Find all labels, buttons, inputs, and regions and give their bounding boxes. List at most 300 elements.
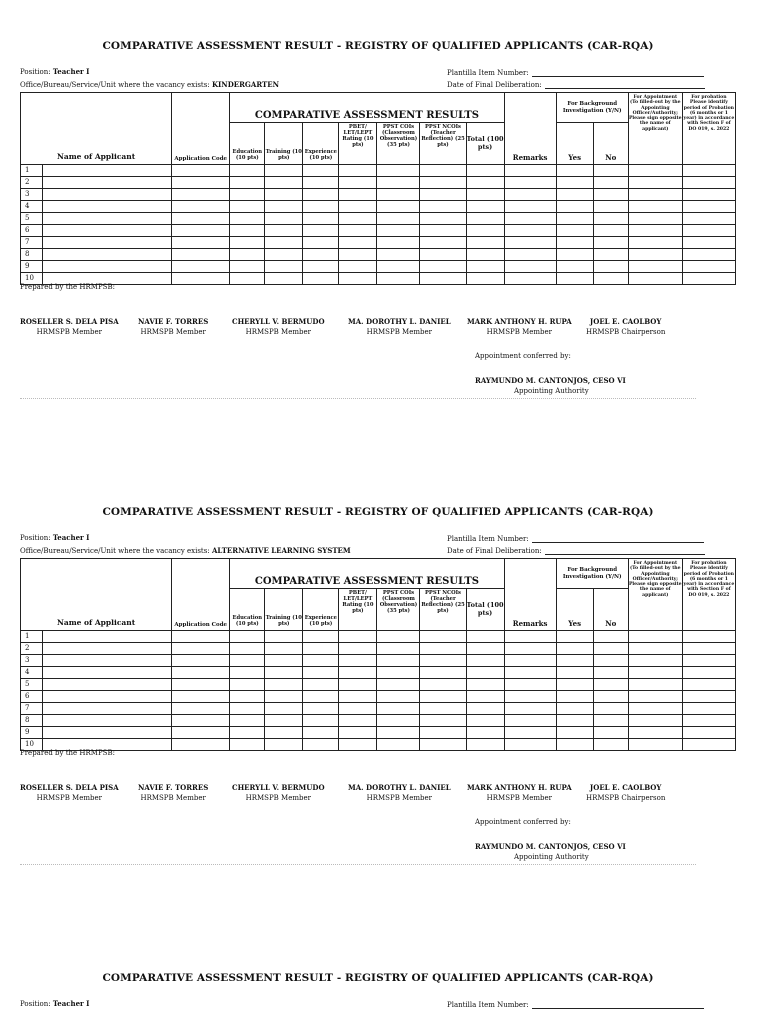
table-cell[interactable] xyxy=(504,249,556,261)
table-cell[interactable] xyxy=(339,691,377,703)
table-cell[interactable] xyxy=(172,225,230,237)
table-cell[interactable] xyxy=(303,237,339,249)
table-cell[interactable] xyxy=(420,739,466,751)
table-cell[interactable] xyxy=(265,261,303,273)
table-cell[interactable] xyxy=(377,727,420,739)
table-cell[interactable] xyxy=(265,715,303,727)
table-cell[interactable] xyxy=(504,727,556,739)
table-cell[interactable] xyxy=(339,177,377,189)
table-cell[interactable] xyxy=(682,225,735,237)
table-cell[interactable] xyxy=(339,213,377,225)
table-cell[interactable] xyxy=(593,667,628,679)
table-cell[interactable] xyxy=(339,189,377,201)
table-cell[interactable] xyxy=(43,225,172,237)
table-cell[interactable] xyxy=(628,715,682,727)
table-cell[interactable] xyxy=(682,165,735,177)
table-cell[interactable] xyxy=(265,237,303,249)
table-cell[interactable] xyxy=(682,703,735,715)
table-cell[interactable] xyxy=(504,237,556,249)
table-cell[interactable] xyxy=(556,273,593,285)
office-line xyxy=(20,80,279,89)
table-cell[interactable] xyxy=(504,655,556,667)
table-cell[interactable] xyxy=(628,667,682,679)
table-cell[interactable] xyxy=(377,715,420,727)
table-cell[interactable] xyxy=(420,715,466,727)
table-cell[interactable] xyxy=(556,679,593,691)
table-cell[interactable] xyxy=(377,237,420,249)
table-cell[interactable] xyxy=(593,189,628,201)
table-cell[interactable] xyxy=(420,703,466,715)
table-cell[interactable] xyxy=(593,631,628,643)
table-cell[interactable] xyxy=(230,739,265,751)
table-cell[interactable] xyxy=(377,177,420,189)
table-cell[interactable] xyxy=(628,691,682,703)
table-cell[interactable] xyxy=(593,691,628,703)
table-cell[interactable] xyxy=(172,273,230,285)
table-cell[interactable] xyxy=(303,727,339,739)
table-cell[interactable] xyxy=(466,703,504,715)
table-cell[interactable] xyxy=(682,189,735,201)
table-cell[interactable] xyxy=(628,679,682,691)
table-cell[interactable] xyxy=(628,643,682,655)
table-cell[interactable] xyxy=(628,655,682,667)
table-cell[interactable] xyxy=(230,273,265,285)
table-cell[interactable] xyxy=(230,213,265,225)
table-cell[interactable] xyxy=(303,715,339,727)
table-cell[interactable] xyxy=(339,703,377,715)
table-cell[interactable] xyxy=(682,667,735,679)
table-cell[interactable] xyxy=(466,715,504,727)
table-cell[interactable] xyxy=(556,691,593,703)
table-cell[interactable] xyxy=(593,165,628,177)
table-cell[interactable] xyxy=(466,691,504,703)
table-cell[interactable] xyxy=(682,643,735,655)
table-cell[interactable] xyxy=(504,201,556,213)
table-cell[interactable] xyxy=(628,213,682,225)
table-cell[interactable] xyxy=(377,165,420,177)
table-cell[interactable] xyxy=(466,667,504,679)
table-cell[interactable] xyxy=(172,261,230,273)
table-cell[interactable] xyxy=(303,213,339,225)
table-cell[interactable] xyxy=(339,165,377,177)
table-cell[interactable] xyxy=(230,201,265,213)
table-cell[interactable] xyxy=(504,261,556,273)
plantilla-line xyxy=(447,534,704,543)
table-cell[interactable] xyxy=(172,691,230,703)
signatory-name: CHERYLL V. BERMUDO xyxy=(232,783,325,792)
table-cell[interactable] xyxy=(43,261,172,273)
table-cell[interactable] xyxy=(628,177,682,189)
row-number: 9 xyxy=(21,261,43,273)
table-cell[interactable] xyxy=(556,739,593,751)
table-cell[interactable] xyxy=(303,201,339,213)
table-cell[interactable] xyxy=(339,261,377,273)
table-cell[interactable] xyxy=(303,189,339,201)
table-cell[interactable] xyxy=(339,201,377,213)
table-cell[interactable] xyxy=(593,655,628,667)
table-cell[interactable] xyxy=(593,739,628,751)
table-cell[interactable] xyxy=(339,273,377,285)
table-cell[interactable] xyxy=(628,237,682,249)
position-value: Teacher I xyxy=(52,533,90,542)
table-cell[interactable] xyxy=(593,177,628,189)
table-cell[interactable] xyxy=(377,201,420,213)
table-cell[interactable] xyxy=(504,213,556,225)
table-cell[interactable] xyxy=(265,631,303,643)
table-cell[interactable] xyxy=(43,249,172,261)
row-number: 5 xyxy=(21,679,43,691)
table-cell[interactable] xyxy=(556,261,593,273)
table-cell[interactable] xyxy=(377,189,420,201)
plantilla-field[interactable] xyxy=(532,68,704,77)
table-cell[interactable] xyxy=(172,643,230,655)
deliberation-field[interactable] xyxy=(545,546,705,555)
table-cell[interactable] xyxy=(628,201,682,213)
table-cell[interactable] xyxy=(504,667,556,679)
table-cell[interactable] xyxy=(377,631,420,643)
table-cell[interactable] xyxy=(377,739,420,751)
table-cell[interactable] xyxy=(230,189,265,201)
table-cell[interactable] xyxy=(172,679,230,691)
table-cell[interactable] xyxy=(43,703,172,715)
table-cell[interactable] xyxy=(43,655,172,667)
plantilla-line xyxy=(447,1000,704,1009)
table-cell[interactable] xyxy=(265,273,303,285)
table-cell[interactable] xyxy=(230,691,265,703)
table-cell[interactable] xyxy=(682,739,735,751)
table-cell[interactable] xyxy=(230,715,265,727)
table-cell[interactable] xyxy=(43,679,172,691)
table-cell[interactable] xyxy=(43,177,172,189)
table-cell[interactable] xyxy=(628,261,682,273)
table-cell[interactable] xyxy=(172,739,230,751)
table-cell[interactable] xyxy=(230,261,265,273)
table-cell[interactable] xyxy=(682,679,735,691)
table-cell[interactable] xyxy=(556,225,593,237)
table-cell[interactable] xyxy=(682,249,735,261)
table-cell[interactable] xyxy=(593,273,628,285)
table-cell[interactable] xyxy=(377,249,420,261)
table-cell[interactable] xyxy=(265,727,303,739)
table-cell[interactable] xyxy=(172,715,230,727)
table-cell[interactable] xyxy=(303,261,339,273)
table-cell[interactable] xyxy=(593,703,628,715)
table-cell[interactable] xyxy=(556,177,593,189)
table-cell[interactable] xyxy=(556,727,593,739)
table-cell[interactable] xyxy=(265,189,303,201)
table-cell[interactable] xyxy=(339,667,377,679)
table-cell[interactable] xyxy=(593,249,628,261)
table-cell[interactable] xyxy=(230,679,265,691)
table-cell[interactable] xyxy=(230,237,265,249)
table-cell[interactable] xyxy=(230,165,265,177)
table-cell[interactable] xyxy=(628,631,682,643)
table-cell[interactable] xyxy=(172,177,230,189)
row-number: 3 xyxy=(21,189,43,201)
table-cell[interactable] xyxy=(420,273,466,285)
table-cell[interactable] xyxy=(265,643,303,655)
table-cell[interactable] xyxy=(265,667,303,679)
table-cell[interactable] xyxy=(466,739,504,751)
table-cell[interactable] xyxy=(172,703,230,715)
table-cell[interactable] xyxy=(466,643,504,655)
table-cell[interactable] xyxy=(628,189,682,201)
table-cell[interactable] xyxy=(172,213,230,225)
table-cell[interactable] xyxy=(504,643,556,655)
table-cell[interactable] xyxy=(420,237,466,249)
table-cell[interactable] xyxy=(265,165,303,177)
table-cell[interactable] xyxy=(377,643,420,655)
table-cell[interactable] xyxy=(682,727,735,739)
table-cell[interactable] xyxy=(466,177,504,189)
table-cell[interactable] xyxy=(466,213,504,225)
table-cell[interactable] xyxy=(230,631,265,643)
table-cell[interactable] xyxy=(593,679,628,691)
table-cell[interactable] xyxy=(265,739,303,751)
table-cell[interactable] xyxy=(339,715,377,727)
table-cell[interactable] xyxy=(303,165,339,177)
table-cell[interactable] xyxy=(420,727,466,739)
table-cell[interactable] xyxy=(265,655,303,667)
table-cell[interactable] xyxy=(556,643,593,655)
table-cell[interactable] xyxy=(43,237,172,249)
table-cell[interactable] xyxy=(556,249,593,261)
table-cell[interactable] xyxy=(466,201,504,213)
table-cell[interactable] xyxy=(43,165,172,177)
table-cell[interactable] xyxy=(556,201,593,213)
table-cell[interactable] xyxy=(230,225,265,237)
table-cell[interactable] xyxy=(556,165,593,177)
table-cell[interactable] xyxy=(420,189,466,201)
table-cell[interactable] xyxy=(420,249,466,261)
table-cell[interactable] xyxy=(504,189,556,201)
table-cell[interactable] xyxy=(303,679,339,691)
table-cell[interactable] xyxy=(504,165,556,177)
table-cell[interactable] xyxy=(377,679,420,691)
table-cell[interactable] xyxy=(172,237,230,249)
table-cell[interactable] xyxy=(265,703,303,715)
table-cell[interactable] xyxy=(420,655,466,667)
table-cell[interactable] xyxy=(593,261,628,273)
table-cell[interactable] xyxy=(556,213,593,225)
table-cell[interactable] xyxy=(593,201,628,213)
table-cell[interactable] xyxy=(466,261,504,273)
table-cell[interactable] xyxy=(43,667,172,679)
table-cell[interactable] xyxy=(230,643,265,655)
table-cell[interactable] xyxy=(303,273,339,285)
table-cell[interactable] xyxy=(628,225,682,237)
table-cell[interactable] xyxy=(339,739,377,751)
table-cell[interactable] xyxy=(628,249,682,261)
signatory-role: HRMSPB Member xyxy=(140,328,206,336)
table-cell[interactable] xyxy=(265,213,303,225)
table-cell[interactable] xyxy=(420,261,466,273)
table-cell[interactable] xyxy=(504,739,556,751)
table-cell[interactable] xyxy=(377,703,420,715)
table-cell[interactable] xyxy=(43,201,172,213)
table-cell[interactable] xyxy=(230,703,265,715)
table-cell[interactable] xyxy=(339,643,377,655)
table-cell[interactable] xyxy=(593,225,628,237)
table-cell[interactable] xyxy=(43,715,172,727)
table-cell[interactable] xyxy=(43,213,172,225)
table-cell[interactable] xyxy=(377,691,420,703)
row-number: 4 xyxy=(21,201,43,213)
table-cell[interactable] xyxy=(230,727,265,739)
table-cell[interactable] xyxy=(628,273,682,285)
table-cell[interactable] xyxy=(303,177,339,189)
table-cell[interactable] xyxy=(265,201,303,213)
table-cell[interactable] xyxy=(230,249,265,261)
header-app-code: Application Code xyxy=(172,559,230,631)
table-cell[interactable] xyxy=(628,165,682,177)
table-cell[interactable] xyxy=(230,177,265,189)
table-cell[interactable] xyxy=(682,691,735,703)
table-cell[interactable] xyxy=(303,225,339,237)
table-cell[interactable] xyxy=(593,237,628,249)
table-cell[interactable] xyxy=(466,273,504,285)
table-cell[interactable] xyxy=(420,679,466,691)
table-cell[interactable] xyxy=(420,201,466,213)
deliberation-field[interactable] xyxy=(545,80,705,89)
table-cell[interactable] xyxy=(466,189,504,201)
table-cell[interactable] xyxy=(593,643,628,655)
table-cell[interactable] xyxy=(682,655,735,667)
table-cell[interactable] xyxy=(43,643,172,655)
table-cell[interactable] xyxy=(43,631,172,643)
table-cell[interactable] xyxy=(466,237,504,249)
table-cell[interactable] xyxy=(504,679,556,691)
table-cell[interactable] xyxy=(172,189,230,201)
table-cell[interactable] xyxy=(172,165,230,177)
table-cell[interactable] xyxy=(420,165,466,177)
table-cell[interactable] xyxy=(504,715,556,727)
table-cell[interactable] xyxy=(682,201,735,213)
table-cell[interactable] xyxy=(628,703,682,715)
table-cell[interactable] xyxy=(628,727,682,739)
table-cell[interactable] xyxy=(377,213,420,225)
table-cell[interactable] xyxy=(593,715,628,727)
table-cell[interactable] xyxy=(172,655,230,667)
table-cell[interactable] xyxy=(504,225,556,237)
table-cell[interactable] xyxy=(265,177,303,189)
table-cell[interactable] xyxy=(265,249,303,261)
table-cell[interactable] xyxy=(420,643,466,655)
table-cell[interactable] xyxy=(265,679,303,691)
header-remarks: Remarks xyxy=(504,559,556,631)
table-cell[interactable] xyxy=(303,739,339,751)
table-cell[interactable] xyxy=(377,667,420,679)
table-cell[interactable] xyxy=(172,201,230,213)
table-cell[interactable] xyxy=(172,667,230,679)
table-cell[interactable] xyxy=(682,273,735,285)
signatory-role: HRMSPB Member xyxy=(486,328,553,336)
table-cell[interactable] xyxy=(377,655,420,667)
table-cell[interactable] xyxy=(339,237,377,249)
table-cell[interactable] xyxy=(339,225,377,237)
table-cell[interactable] xyxy=(556,189,593,201)
table-cell[interactable] xyxy=(420,667,466,679)
table-cell[interactable] xyxy=(377,225,420,237)
table-cell[interactable] xyxy=(43,727,172,739)
table-cell[interactable] xyxy=(172,727,230,739)
table-cell[interactable] xyxy=(377,261,420,273)
signatory-name: CHERYLL V. BERMUDO xyxy=(232,317,325,326)
table-cell[interactable] xyxy=(265,691,303,703)
table-cell[interactable] xyxy=(466,679,504,691)
table-cell[interactable] xyxy=(230,655,265,667)
table-cell[interactable] xyxy=(504,691,556,703)
table-cell[interactable] xyxy=(339,727,377,739)
table-cell[interactable] xyxy=(303,643,339,655)
table-cell[interactable] xyxy=(303,691,339,703)
table-cell[interactable] xyxy=(556,631,593,643)
table-cell[interactable] xyxy=(593,727,628,739)
table-cell[interactable] xyxy=(504,177,556,189)
table-cell[interactable] xyxy=(420,213,466,225)
deliberation-label: Date of Final Deliberation: xyxy=(447,547,542,555)
table-cell[interactable] xyxy=(593,213,628,225)
table-cell[interactable] xyxy=(420,225,466,237)
table-cell[interactable] xyxy=(504,703,556,715)
table-cell[interactable] xyxy=(466,631,504,643)
table-cell[interactable] xyxy=(230,667,265,679)
table-cell[interactable] xyxy=(339,631,377,643)
table-cell[interactable] xyxy=(303,631,339,643)
table-cell[interactable] xyxy=(420,631,466,643)
table-cell[interactable] xyxy=(303,249,339,261)
table-cell[interactable] xyxy=(504,631,556,643)
table-cell[interactable] xyxy=(172,631,230,643)
table-cell[interactable] xyxy=(682,261,735,273)
table-cell[interactable] xyxy=(303,667,339,679)
table-cell[interactable] xyxy=(556,237,593,249)
table-cell[interactable] xyxy=(339,655,377,667)
table-cell[interactable] xyxy=(504,273,556,285)
table-cell[interactable] xyxy=(420,177,466,189)
table-cell[interactable] xyxy=(339,249,377,261)
table-cell[interactable] xyxy=(682,631,735,643)
table-cell[interactable] xyxy=(556,703,593,715)
signatory-name: NAVIE F. TORRES xyxy=(138,317,209,326)
table-cell[interactable] xyxy=(466,249,504,261)
table-cell[interactable] xyxy=(339,679,377,691)
table-cell[interactable] xyxy=(682,177,735,189)
table-cell[interactable] xyxy=(682,237,735,249)
table-cell[interactable] xyxy=(303,655,339,667)
table-cell[interactable] xyxy=(303,703,339,715)
table-cell[interactable] xyxy=(466,165,504,177)
plantilla-field[interactable] xyxy=(532,1000,704,1009)
table-cell[interactable] xyxy=(682,213,735,225)
header-education: Education (10 pts) xyxy=(230,123,265,165)
table-cell[interactable] xyxy=(556,655,593,667)
table-cell[interactable] xyxy=(556,667,593,679)
table-cell[interactable] xyxy=(628,739,682,751)
table-cell[interactable] xyxy=(172,249,230,261)
table-cell[interactable] xyxy=(466,225,504,237)
table-cell[interactable] xyxy=(556,715,593,727)
table-cell[interactable] xyxy=(466,655,504,667)
plantilla-field[interactable] xyxy=(532,534,704,543)
table-cell[interactable] xyxy=(43,189,172,201)
table-cell[interactable] xyxy=(682,715,735,727)
table-cell[interactable] xyxy=(377,273,420,285)
table-cell[interactable] xyxy=(466,727,504,739)
table-cell[interactable] xyxy=(265,225,303,237)
table-cell[interactable] xyxy=(43,691,172,703)
table-cell[interactable] xyxy=(420,691,466,703)
